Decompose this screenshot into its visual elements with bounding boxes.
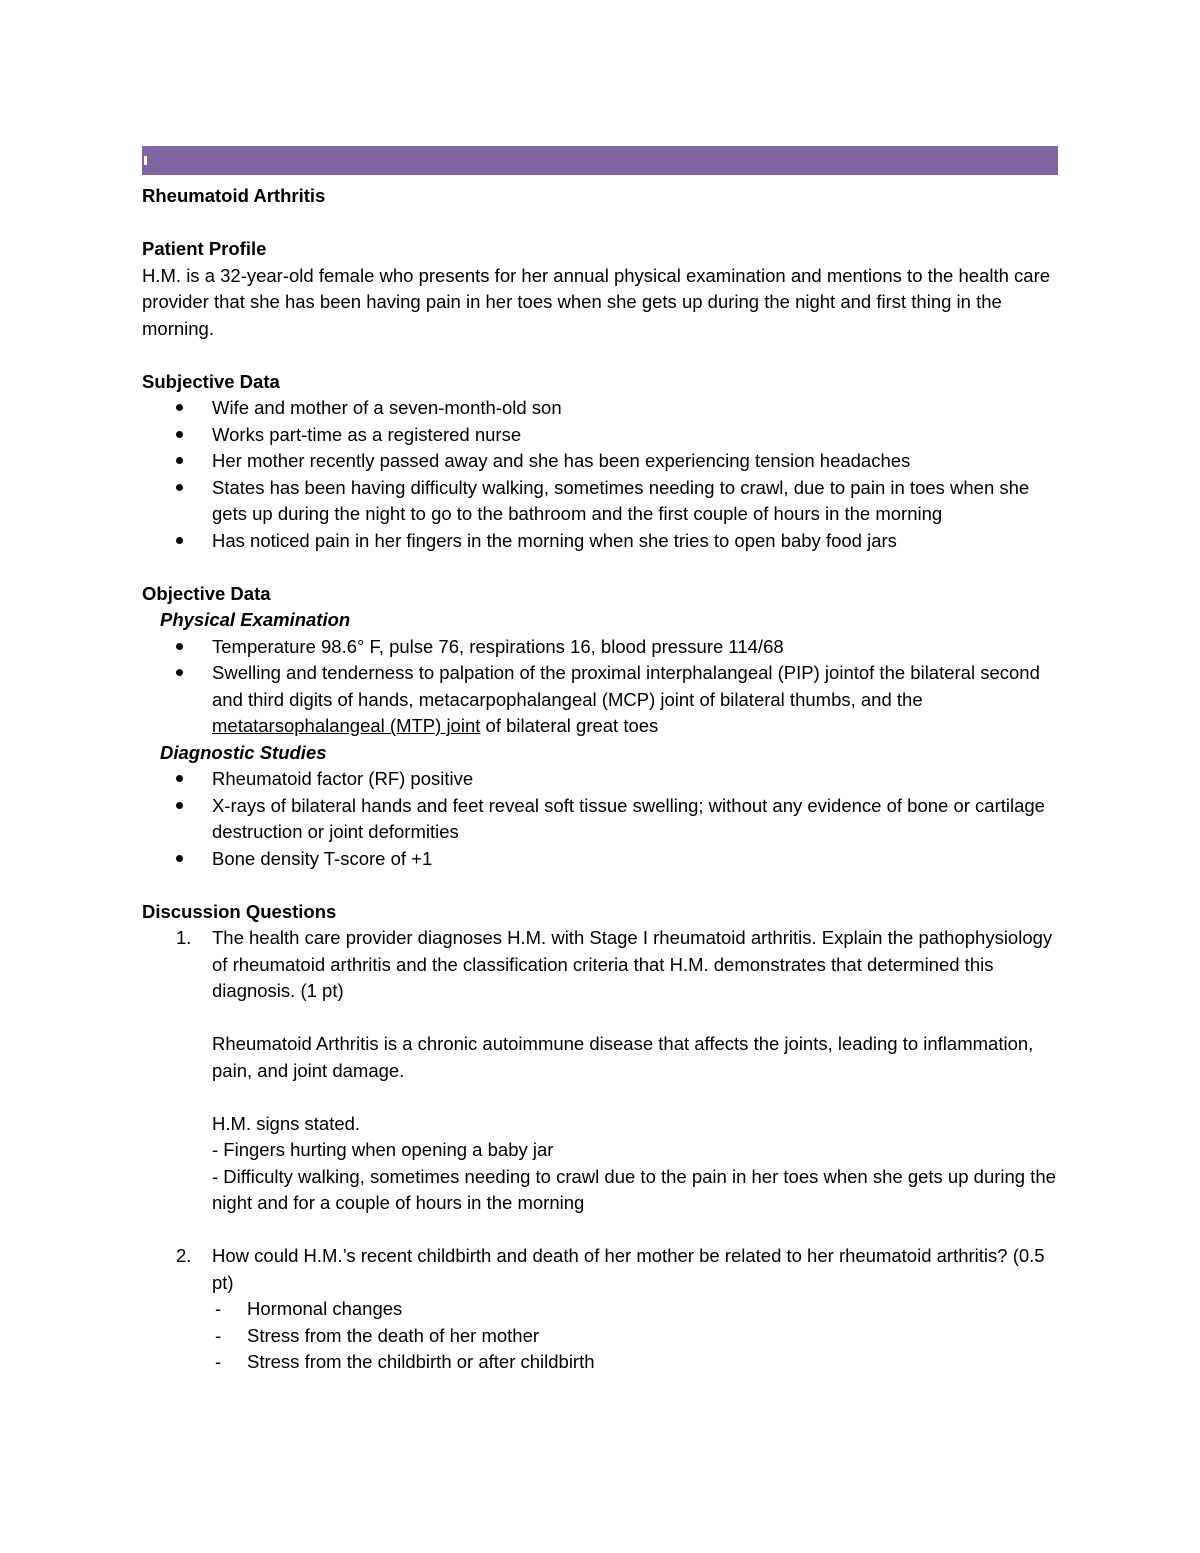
answer-list <box>212 1296 1062 1376</box>
swelling-text-start: Swelling and tenderness to palpation of the proximal interphalangeal (PIP) jointof the bilateral second and third digits of hands, metacarpophalangeal (MCP) joint of bilateral thumbs, and the <box>212 662 1040 710</box>
diagnostic-studies-list <box>142 766 1062 872</box>
list-item <box>212 1296 1062 1323</box>
question-number: 2. <box>176 1245 192 1266</box>
list-item: Bone density T-score of +1 <box>142 846 1062 873</box>
sign-line: - Fingers hurting when opening a baby jar <box>212 1139 554 1160</box>
objective-data-heading: Objective Data <box>142 582 271 604</box>
answer-text: Stress from the childbirth or after childbirth <box>247 1351 595 1372</box>
answer-paragraph: Rheumatoid Arthritis is a chronic autoimmune disease that affects the joints, leading to inflammation, pain, and joint damage. <box>212 1033 1034 1081</box>
question-1 <box>142 925 1062 1243</box>
banner-mark <box>144 156 147 165</box>
list-item <box>212 1323 1062 1350</box>
patient-profile-text: H.M. is a 32-year-old female who presents for her annual physical examination and mentions to the health care provider that she has been having pain in her toes when she gets up during the night and first thing in the morning. <box>142 264 1051 339</box>
swelling-text-end: of bilateral great toes <box>480 715 659 736</box>
list-item: Rheumatoid factor (RF) positive <box>142 766 1062 793</box>
physical-examination-heading: Physical Examination <box>160 609 351 630</box>
sign-line: - Difficulty walking, sometimes needing to crawl due to the pain in her toes when she gets up during the night and for a couple of hours in the morning <box>212 1165 1056 1213</box>
list-item: Temperature 98.6° F, pulse 76, respirations 16, blood pressure 114/68 <box>142 634 1062 661</box>
document-title: Rheumatoid Arthritis <box>142 185 326 206</box>
question-2 <box>142 1243 1062 1376</box>
subjective-data-list <box>142 395 1062 554</box>
list-item: States has been having difficulty walking, sometimes needing to crawl, due to pain in toes when she gets up during the night to go to the bathroom and the first couple of hours in the morning <box>142 475 1062 528</box>
list-item: X-rays of bilateral hands and feet reveal soft tissue swelling; without any evidence of bone or cartilage destruction or joint deformities <box>142 793 1062 846</box>
header-banner <box>142 146 1058 175</box>
question-text: How could H.M.’s recent childbirth and death of her mother be related to her rheumatoid arthritis? (0.5 pt) <box>212 1245 1045 1293</box>
dash-marker: - <box>215 1324 222 1346</box>
patient-profile-heading: Patient Profile <box>142 238 267 259</box>
list-item: Her mother recently passed away and she has been experiencing tension headaches <box>142 448 1062 475</box>
answer-text: Hormonal changes <box>247 1298 403 1319</box>
list-item: Has noticed pain in her fingers in the morning when she tries to open baby food jars <box>142 528 1062 555</box>
signs-heading: H.M. signs stated. <box>212 1112 361 1134</box>
discussion-questions-heading: Discussion Questions <box>142 900 337 922</box>
physical-examination-list <box>142 634 1062 740</box>
list-item <box>212 1349 1062 1376</box>
question-text: The health care provider diagnoses H.M. with Stage I rheumatoid arthritis. Explain the pathophysiology of rheumatoid arthritis and the classification criteria that H.M. demonstrates that determined this diagnosis. (1 pt) <box>212 927 1053 1001</box>
question-number: 1. <box>176 927 192 948</box>
list-item: Wife and mother of a seven-month-old son <box>142 395 1062 422</box>
diagnostic-studies-heading: Diagnostic Studies <box>160 741 327 763</box>
subjective-data-heading: Subjective Data <box>142 370 280 392</box>
document-body <box>142 183 1062 1376</box>
dash-marker: - <box>215 1298 222 1319</box>
swelling-text-underlined: metatarsophalangeal (MTP) joint <box>212 715 481 736</box>
discussion-questions-list <box>142 925 1062 1376</box>
list-item: Works part-time as a registered nurse <box>142 422 1062 449</box>
dash-marker: - <box>215 1351 222 1372</box>
answer-text: Stress from the death of her mother <box>247 1324 540 1346</box>
list-item <box>142 660 1062 740</box>
